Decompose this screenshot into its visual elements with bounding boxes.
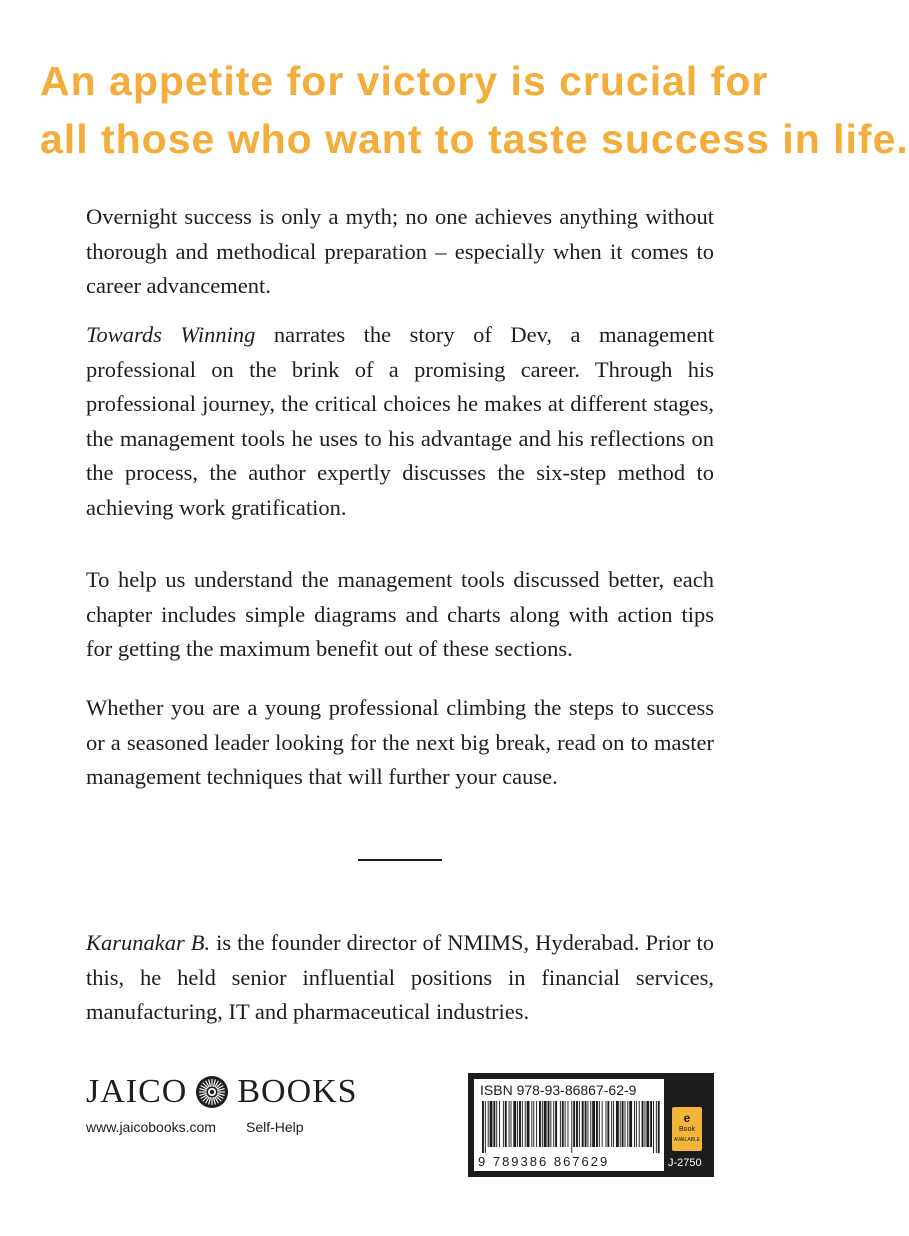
barcode-bar (511, 1101, 512, 1147)
barcode-bar (527, 1101, 530, 1147)
barcode-bar (517, 1101, 518, 1147)
barcode-bar (650, 1101, 652, 1147)
blurb-paragraph-2-text: narrates the story of Dev, a management professional on the brink of a promising career. Through his professional journey, the critical choices he makes at different stages, the management tools he uses to his advantage and his reflections on the process, the author expertly discusses the six-step method to achieving work gratification. (86, 322, 714, 520)
section-divider (358, 859, 442, 861)
author-bio-text: is the founder director of NMIMS, Hyderabad. Prior to this, he held senior influential positions in financial services, manufacturing, IT and pharmaceutical industries. (86, 930, 715, 1024)
barcode-bar (606, 1101, 607, 1147)
barcode-digits: 9 789386 867629 (478, 1154, 610, 1169)
barcode-bar (634, 1101, 635, 1147)
headline-line-1: An appetite for victory is crucial for (40, 58, 769, 104)
publisher-name-right: BOOKS (237, 1073, 358, 1110)
barcode-bar (565, 1101, 566, 1147)
barcode-bar (548, 1101, 550, 1147)
barcode-bar (496, 1101, 497, 1147)
barcode-bar (607, 1101, 609, 1147)
barcode-bar (613, 1101, 614, 1147)
barcode-bar (579, 1101, 580, 1147)
barcode-bar (488, 1101, 489, 1147)
barcode-bar (493, 1101, 495, 1147)
headline (40, 52, 909, 168)
barcode-bar (585, 1101, 587, 1147)
barcode-bar (499, 1101, 500, 1147)
barcode-bar (596, 1101, 598, 1147)
barcode-bar (539, 1101, 541, 1147)
author-bio (86, 926, 714, 1030)
barcode (482, 1101, 660, 1153)
barcode-bar (553, 1101, 554, 1147)
barcode-bar (490, 1101, 493, 1147)
barcode-bar (625, 1101, 626, 1147)
barcode-bar (485, 1101, 486, 1153)
headline-line-2: all those who want to taste success in life. (40, 116, 909, 162)
isbn-block (468, 1073, 714, 1177)
barcode-bar (644, 1101, 645, 1147)
book-title: Towards Winning (86, 322, 256, 347)
barcode-bar (562, 1101, 564, 1147)
barcode-panel (474, 1079, 664, 1171)
isbn-label: ISBN 978-93-86867-62-9 (480, 1082, 637, 1098)
barcode-bar (519, 1101, 521, 1147)
barcode-bar (568, 1101, 569, 1147)
barcode-bar (571, 1101, 572, 1153)
barcode-bar (482, 1101, 484, 1153)
barcode-bar (542, 1101, 543, 1147)
book-code: J-2750 (668, 1157, 702, 1169)
barcode-bar (550, 1101, 551, 1147)
barcode-bar (555, 1101, 557, 1147)
barcode-bar (653, 1101, 654, 1153)
barcode-bar (582, 1101, 584, 1147)
barcode-bar (656, 1101, 657, 1153)
publisher-url[interactable]: www.jaicobooks.com (86, 1119, 216, 1135)
blurb-paragraph-4: Whether you are a young professional climbing the steps to success or a seasoned leader looking for the next big break, read on to master management techniques that will further your cause. (86, 695, 714, 789)
barcode-bar (599, 1101, 600, 1147)
barcode-bar (587, 1101, 588, 1147)
ebook-word: Book (679, 1126, 695, 1133)
barcode-bar (629, 1101, 632, 1147)
blurb-paragraph-3: To help us understand the management tools discussed better, each chapter includes simple diagrams and charts along with action tips for getting the maximum benefit out of these sections. (86, 567, 714, 661)
barcode-bar (611, 1101, 612, 1147)
barcode-bar (560, 1101, 561, 1147)
blurb-paragraph-1: Overnight success is only a myth; no one achieves anything without thorough and methodical preparation – especially when it comes to career advancement. (86, 204, 714, 298)
sunburst-logo-icon (195, 1075, 229, 1109)
publisher-logo (86, 1072, 358, 1112)
barcode-bar (646, 1101, 649, 1147)
ebook-available-badge (672, 1107, 702, 1151)
barcode-bar (509, 1101, 510, 1147)
ebook-status: AVAILABLE (673, 1137, 701, 1143)
barcode-bar (573, 1101, 575, 1147)
publisher-name-left: JAICO (86, 1073, 188, 1110)
ebook-letter: e (683, 1111, 691, 1125)
barcode-bar (505, 1101, 507, 1147)
barcode-bar (533, 1101, 534, 1147)
barcode-bar (636, 1101, 637, 1147)
barcode-bar (602, 1101, 603, 1147)
barcode-bar (513, 1101, 516, 1147)
barcode-bar (639, 1101, 640, 1147)
blurb-paragraph-2 (86, 318, 714, 525)
barcode-bar (544, 1101, 547, 1147)
barcode-bar (616, 1101, 619, 1147)
author-name: Karunakar B. (86, 930, 211, 955)
barcode-bar (658, 1101, 660, 1153)
barcode-bar (531, 1101, 532, 1147)
barcode-bar (627, 1101, 628, 1147)
barcode-bar (576, 1101, 578, 1147)
barcode-bar (622, 1101, 624, 1147)
barcode-bar (503, 1101, 504, 1147)
barcode-bar (525, 1101, 526, 1147)
barcode-bar (592, 1101, 595, 1147)
barcode-bar (536, 1101, 537, 1147)
barcode-bar (522, 1101, 523, 1147)
barcode-bar (590, 1101, 591, 1147)
book-category: Self-Help (246, 1119, 304, 1135)
barcode-bar (620, 1101, 621, 1147)
barcode-bar (642, 1101, 644, 1147)
